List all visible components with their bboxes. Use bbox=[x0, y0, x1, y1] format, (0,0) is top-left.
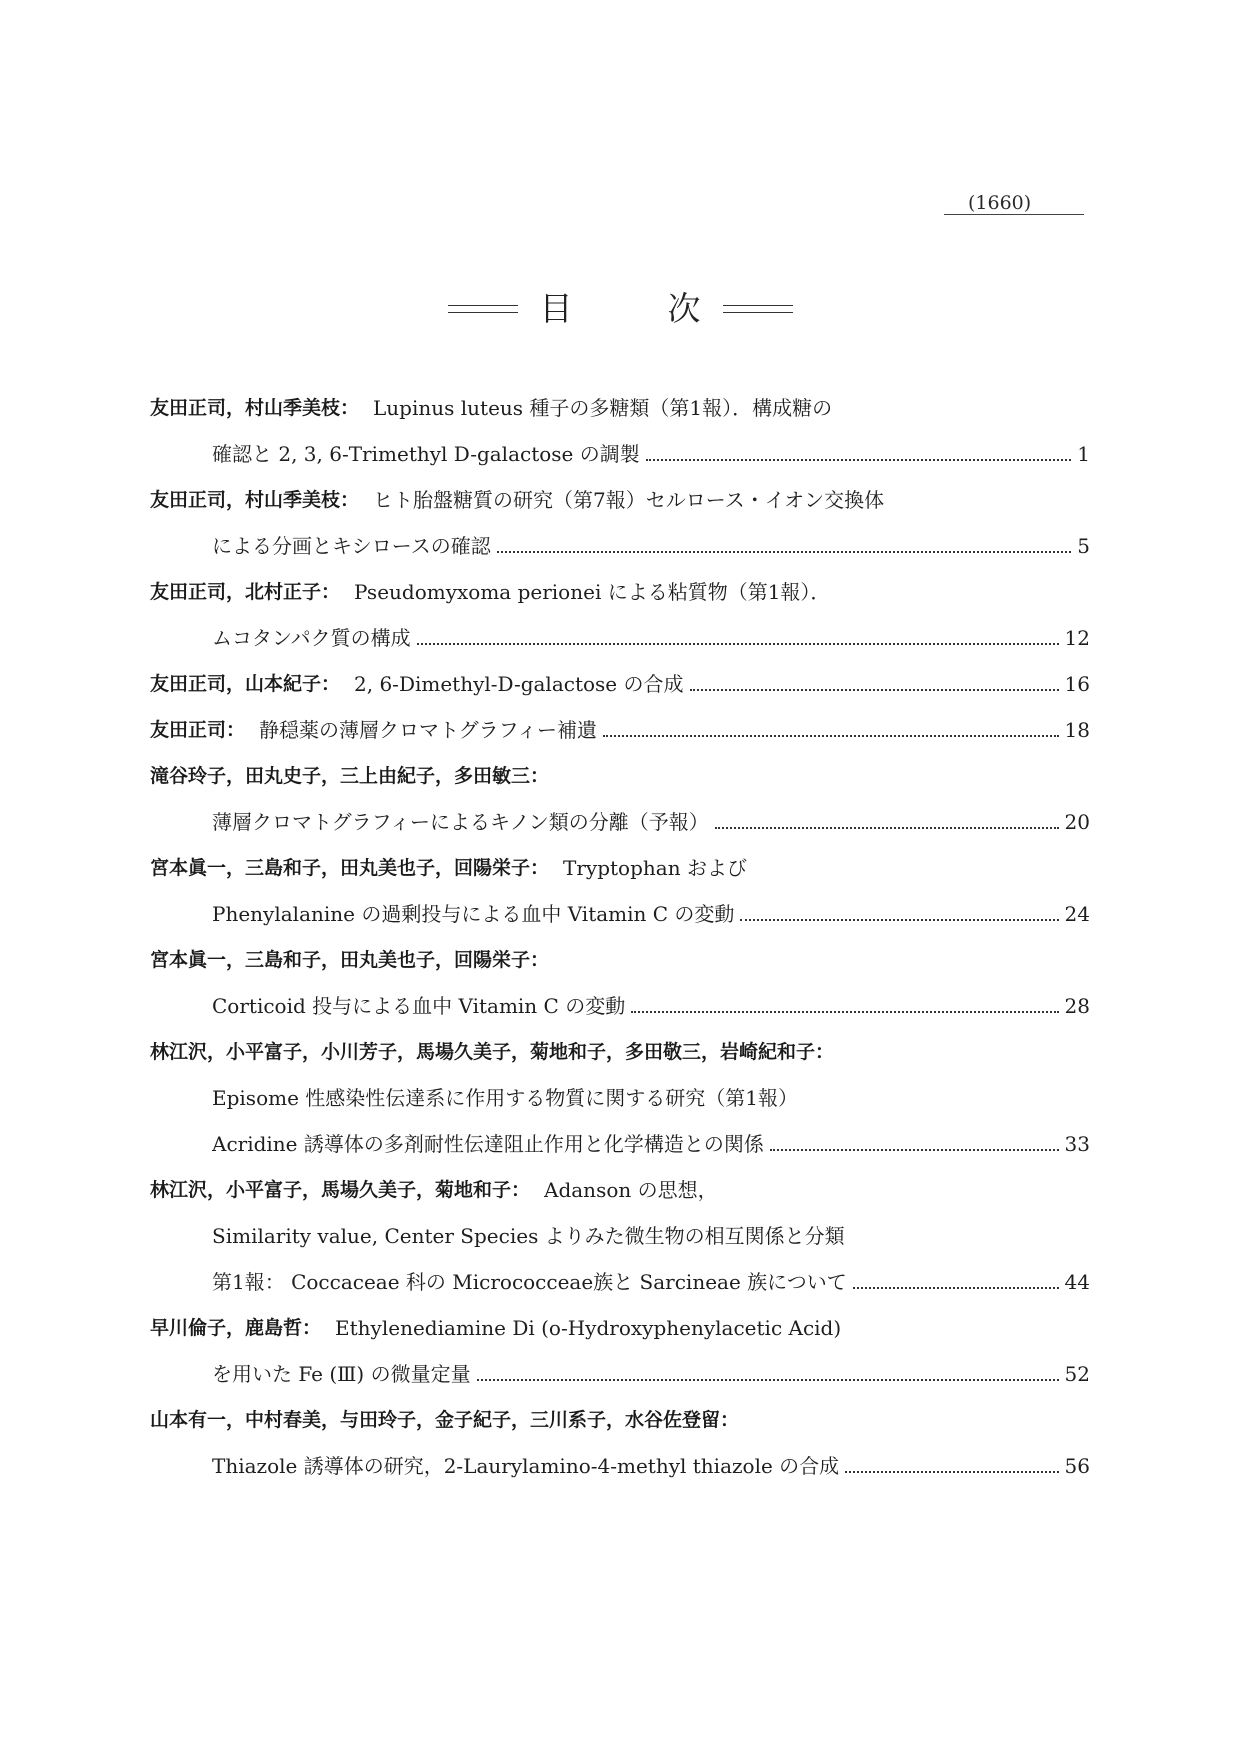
toc-entry-line bbox=[150, 799, 1090, 845]
dot-leader bbox=[690, 689, 1059, 691]
toc-entry-line bbox=[150, 523, 1090, 569]
toc-entry-line bbox=[150, 385, 1090, 431]
toc-entry-line bbox=[150, 753, 1090, 799]
toc-page: 18 bbox=[1064, 718, 1090, 742]
toc-title-line: Pseudomyxoma perionei による粘質物（第1報）． bbox=[354, 580, 831, 604]
toc-authors: 宮本眞一，三島和子，田丸美也子，回陽栄子： bbox=[150, 857, 550, 879]
toc-page: 28 bbox=[1064, 994, 1090, 1018]
toc-entry-line bbox=[150, 983, 1090, 1029]
toc-title-line: Similarity value, Center Species よりみた微生物の相互関係と分類 bbox=[212, 1224, 845, 1248]
toc-title-line: 薄層クロマトグラフィーによるキノン類の分離（予報） bbox=[212, 810, 709, 834]
toc-authors: 友田正司，村山季美枝： bbox=[150, 397, 360, 419]
toc-entry-line bbox=[150, 845, 1090, 891]
toc-title-line: Acridine 誘導体の多剤耐性伝達阻止作用と化学構造との関係 bbox=[212, 1132, 764, 1156]
toc-entry-line bbox=[150, 1305, 1090, 1351]
toc-title-line: ヒト胎盤糖質の研究（第7報）セルロース・イオン交換体 bbox=[373, 488, 885, 512]
toc-entry-line bbox=[150, 1029, 1090, 1075]
toc-entry-line bbox=[150, 1397, 1090, 1443]
toc-page: 20 bbox=[1064, 810, 1090, 834]
toc-authors: 林江沢，小平富子，馬場久美子，菊地和子： bbox=[150, 1179, 531, 1201]
dot-leader bbox=[417, 643, 1059, 645]
page-number: (1660) bbox=[968, 192, 1032, 214]
toc-title-char-2: 次 bbox=[667, 289, 701, 328]
dot-leader bbox=[631, 1011, 1058, 1013]
dot-leader bbox=[770, 1149, 1059, 1151]
toc-authors: 友田正司，村山季美枝： bbox=[150, 489, 360, 511]
toc-entry-line bbox=[150, 477, 1090, 523]
toc-entry-line bbox=[150, 1351, 1090, 1397]
toc-title-line: Corticoid 投与による血中 Vitamin C の変動 bbox=[212, 994, 626, 1018]
toc-title-line: ムコタンパク質の構成 bbox=[212, 626, 411, 650]
toc-title bbox=[0, 283, 1240, 330]
toc-entry-line bbox=[150, 891, 1090, 937]
toc-entry-line bbox=[150, 615, 1090, 661]
toc-title-line: Lupinus luteus 種子の多糖類（第1報）．構成糖の bbox=[373, 396, 833, 420]
toc-page: 16 bbox=[1064, 672, 1090, 696]
toc-entry-line bbox=[150, 937, 1090, 983]
toc-authors: 早川倫子，鹿島哲： bbox=[150, 1317, 322, 1339]
dot-leader bbox=[603, 735, 1059, 737]
toc-title-line: Ethylenediamine Di (o-Hydroxyphenylacetic Acid) bbox=[335, 1316, 842, 1340]
toc-title-line: Adanson の思想， bbox=[544, 1178, 718, 1202]
toc-title-line: Tryptophan および bbox=[563, 856, 747, 880]
dot-leader bbox=[477, 1379, 1059, 1381]
toc-title-char-1: 目 bbox=[539, 289, 573, 328]
toc-page: 33 bbox=[1064, 1132, 1090, 1156]
toc-title-line: Phenylalanine の過剰投与による血中 Vitamin C の変動 bbox=[212, 902, 735, 926]
title-ornament-right bbox=[723, 305, 793, 313]
title-ornament-left bbox=[448, 305, 518, 313]
toc-authors: 友田正司： bbox=[150, 719, 246, 741]
toc-page: 44 bbox=[1064, 1270, 1090, 1294]
toc-authors: 滝谷玲子，田丸史子，三上由紀子，多田敏三： bbox=[150, 765, 550, 787]
dot-leader bbox=[740, 919, 1058, 921]
toc-entry-line bbox=[150, 431, 1090, 477]
toc-entry-line bbox=[150, 1213, 1090, 1259]
toc-title-line: 確認と 2, 3, 6-Trimethyl D-galactose の調製 bbox=[212, 442, 640, 466]
toc-title-line: による分画とキシロースの確認 bbox=[212, 534, 491, 558]
toc-entry-line bbox=[150, 1121, 1090, 1167]
toc-authors: 友田正司，山本紀子： bbox=[150, 673, 341, 695]
page-number-rule bbox=[944, 214, 1084, 215]
dot-leader bbox=[497, 551, 1071, 553]
toc-entry-line bbox=[150, 707, 1090, 753]
toc-title-line: 第1報： Coccaceae 科の Micrococceae族と Sarcineae 族について bbox=[212, 1270, 847, 1294]
toc-authors: 宮本眞一，三島和子，田丸美也子，回陽栄子： bbox=[150, 949, 550, 971]
toc-entry-line bbox=[150, 661, 1090, 707]
toc-page: 12 bbox=[1064, 626, 1090, 650]
table-of-contents bbox=[150, 385, 1090, 1489]
toc-page: 5 bbox=[1077, 534, 1090, 558]
toc-authors: 山本有一，中村春美，与田玲子，金子紀子，三川系子，水谷佐登留： bbox=[150, 1409, 740, 1431]
toc-title-line: 静穏薬の薄層クロマトグラフィー補遺 bbox=[259, 718, 598, 742]
toc-title-line: Thiazole 誘導体の研究，2-Laurylamino-4-methyl thiazole の合成 bbox=[212, 1454, 840, 1478]
dot-leader bbox=[845, 1471, 1058, 1473]
toc-title-line: を用いた Fe (Ⅲ) の微量定量 bbox=[212, 1362, 471, 1386]
toc-authors: 友田正司，北村正子： bbox=[150, 581, 341, 603]
toc-entry-line bbox=[150, 1167, 1090, 1213]
toc-title-line: 2, 6-Dimethyl-D-galactose の合成 bbox=[354, 672, 684, 696]
dot-leader bbox=[853, 1287, 1059, 1289]
toc-entry-line bbox=[150, 1259, 1090, 1305]
toc-page: 1 bbox=[1077, 442, 1090, 466]
dot-leader bbox=[715, 827, 1059, 829]
toc-entry-line bbox=[150, 1075, 1090, 1121]
toc-entry-line bbox=[150, 569, 1090, 615]
toc-authors: 林江沢，小平富子，小川芳子，馬場久美子，菊地和子，多田敬三，岩崎紀和子： bbox=[150, 1041, 835, 1063]
toc-page: 56 bbox=[1064, 1454, 1090, 1478]
dot-leader bbox=[646, 459, 1072, 461]
toc-page: 52 bbox=[1064, 1362, 1090, 1386]
toc-title-line: Episome 性感染性伝達系に作用する物質に関する研究（第1報） bbox=[212, 1086, 798, 1110]
toc-entry-line bbox=[150, 1443, 1090, 1489]
toc-page: 24 bbox=[1064, 902, 1090, 926]
